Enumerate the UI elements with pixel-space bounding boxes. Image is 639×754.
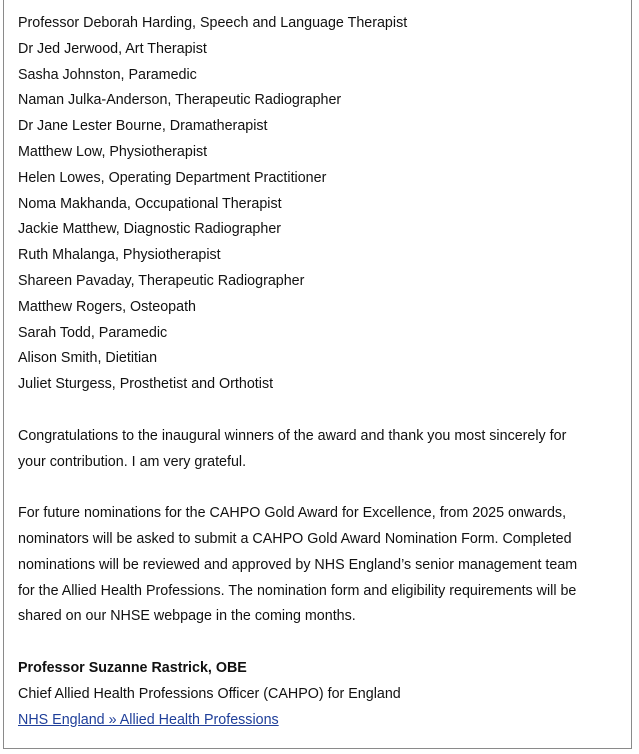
recipient-list <box>18 11 618 398</box>
signature-block <box>18 656 618 733</box>
recipient-item: Sarah Todd, Paramedic <box>18 324 168 341</box>
recipient-item: Matthew Rogers, Osteopath <box>18 298 197 315</box>
recipient-item: Juliet Sturgess, Prosthetist and Orthotist <box>18 376 274 393</box>
paragraph-spacer <box>18 630 618 656</box>
ahp-link-line <box>18 708 618 734</box>
paragraph-line: your contribution. I am very grateful. <box>18 453 247 470</box>
recipient-item: Helen Lowes, Operating Department Practitioner <box>18 169 327 186</box>
signatory-name: Professor Suzanne Rastrick, OBE <box>18 659 247 676</box>
paragraph-spacer <box>18 475 618 501</box>
paragraph-line: nominations will be reviewed and approved by NHS England’s senior management team <box>18 556 578 573</box>
paragraph-line: for the Allied Health Professions. The nomination form and eligibility requirements will be <box>18 582 577 599</box>
recipient-item: Professor Deborah Harding, Speech and Language Therapist <box>18 15 408 31</box>
recipient-item: Naman Julka-Anderson, Therapeutic Radiographer <box>18 92 342 109</box>
paragraph-spacer <box>18 398 618 424</box>
paragraph-line: shared on our NHSE webpage in the coming months. <box>18 608 356 625</box>
signatory-title: Chief Allied Health Professions Officer (CAHPO) for England <box>18 685 401 702</box>
recipient-item: Dr Jane Lester Bourne, Dramatherapist <box>18 118 268 135</box>
recipient-item: Matthew Low, Physiotherapist <box>18 143 208 160</box>
recipient-item: Shareen Pavaday, Therapeutic Radiographer <box>18 272 305 289</box>
future-nominations-paragraph <box>18 501 618 630</box>
recipient-item: Noma Makhanda, Occupational Therapist <box>18 195 282 212</box>
recipient-item: Dr Jed Jerwood, Art Therapist <box>18 40 207 57</box>
recipient-item: Alison Smith, Dietitian <box>18 350 158 367</box>
recipient-item: Sasha Johnston, Paramedic <box>18 66 197 83</box>
paragraph-line: For future nominations for the CAHPO Gold Award for Excellence, from 2025 onwards, <box>18 505 567 522</box>
recipient-item: Ruth Mhalanga, Physiotherapist <box>18 247 221 264</box>
document-body <box>18 11 618 733</box>
paragraph-line: Congratulations to the inaugural winners of the award and thank you most sincerely for <box>18 427 567 444</box>
paragraph-line: nominators will be asked to submit a CAHPO Gold Award Nomination Form. Completed <box>18 530 572 547</box>
ahp-webpage-link[interactable]: NHS England » Allied Health Professions <box>18 711 279 728</box>
congratulations-paragraph <box>18 424 618 476</box>
recipient-item: Jackie Matthew, Diagnostic Radiographer <box>18 221 282 238</box>
